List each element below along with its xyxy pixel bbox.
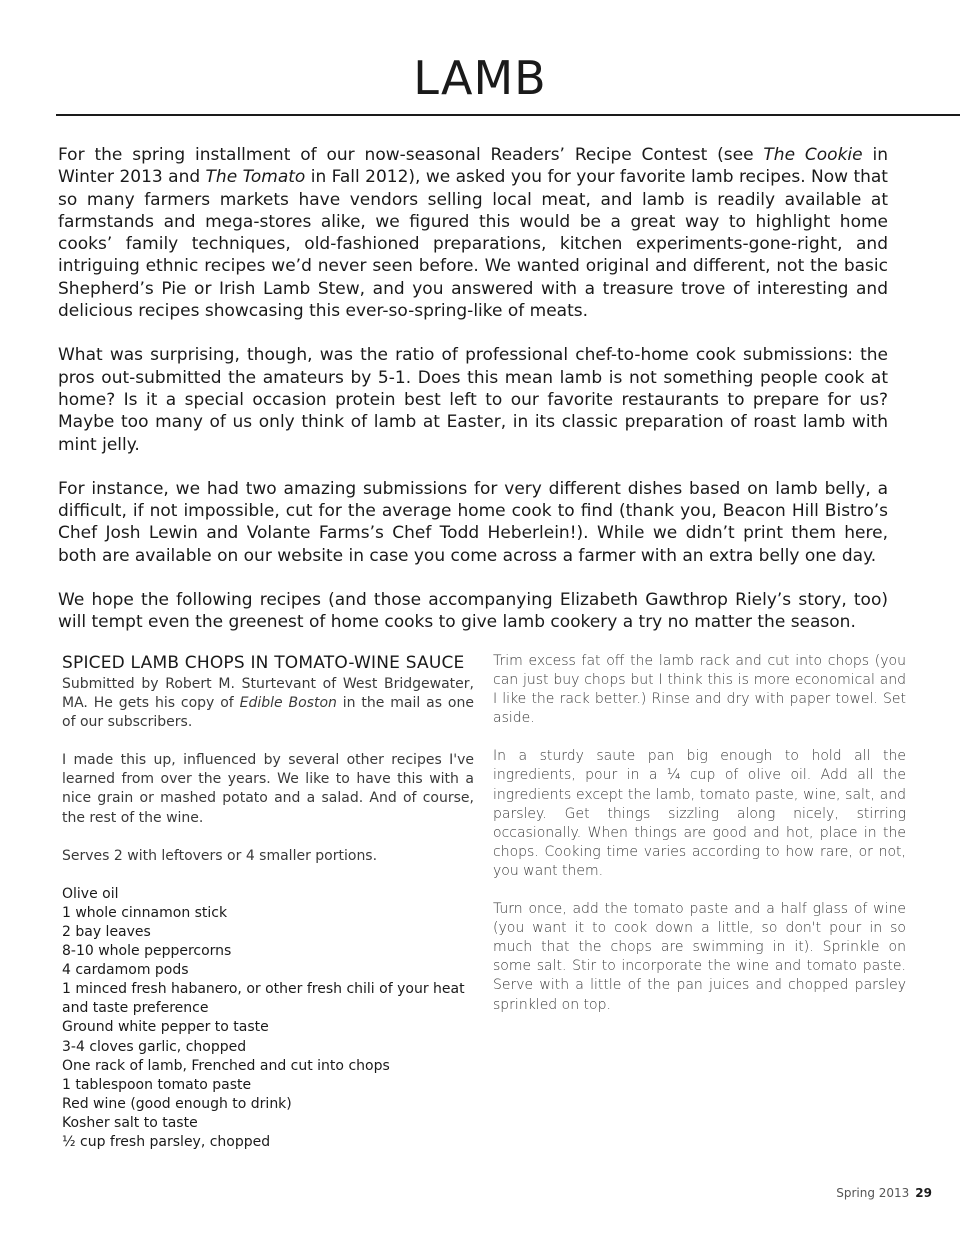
ingredient-item: 1 minced fresh habanero, or other fresh chili of your heat and taste preference	[62, 981, 465, 1017]
recipe-step: Turn once, add the tomato paste and a half glass of wine (you want it to cook down a little, so don't pour in so much that the chops are swimming in it). Sprinkle on some salt. Stir to incorporate the wine and tomato paste. Serve with a little of the pan juices and chopped parsley sprinkled on top.	[493, 901, 906, 1013]
recipe-step: Trim excess fat off the lamb rack and cut into chops (you can just buy chops but I think this is more economical and I like the rack better.) Rinse and dry with paper towel. Set aside.	[493, 653, 906, 727]
intro-section	[58, 144, 888, 656]
ingredient-item: ½ cup fresh parsley, chopped	[62, 1133, 271, 1150]
intro-paragraph: We hope the following recipes (and those accompanying Elizabeth Gawthrop Riely’s story, too) will tempt even the greenest of home cooks to give lamb cookery a try no matter the season.	[58, 590, 888, 633]
ingredient-item: 1 whole cinnamon stick	[62, 904, 228, 921]
publication-title: The Tomato	[205, 167, 306, 188]
intro-paragraph: For the spring installment of our now-seasonal Readers’ Recipe Contest (see The Cookie in Winter 2013 and The Tomato in Fall 2012), we asked you for your favorite lamb recipes. Now that so many farmers markets have vendors selling local meat, and lamb is readily available at farmstands and mega-stores alike, we figured this would be a great way to highlight home cooks’ family techniques, old-fashioned preparations, kitchen experiments-gone-right, and intriguing ethnic recipes we’d never seen before. We wanted original and different, not the basic Shepherd’s Pie or Irish Lamb Stew, and you answered with a treasure trove of interesting and delicious recipes showcasing this ever-so-spring-like of meats.	[58, 145, 888, 322]
ingredient-item: 8-10 whole peppercorns	[62, 943, 232, 960]
recipe-submitter: Submitted by Robert M. Sturtevant of West Bridgewater, MA. He gets his copy of Edible Boston in the mail as one of our subscribers.	[62, 676, 474, 731]
page-footer	[836, 1186, 932, 1200]
recipe-left-column	[62, 652, 474, 1152]
intro-paragraph: What was surprising, though, was the ratio of professional chef-to-home cook submissions: the pros out-submitted the amateurs by 5-1. Does this mean lamb is not something people cook at home? Is it a special occasion protein best left to our favorite restaurants to prepare for us? Maybe too many of us only think of lamb at Easter, in its classic preparation of roast lamb with mint jelly.	[58, 345, 888, 455]
ingredient-item: Olive oil	[62, 885, 119, 902]
magazine-name: Edible Boston	[239, 695, 337, 712]
ingredient-item: 4 cardamom pods	[62, 962, 189, 979]
intro-paragraph: For instance, we had two amazing submissions for very different dishes based on lamb belly, a difficult, if not impossible, cut for the average home cook to find (thank you, Beacon Hill Bistro’s Chef Josh Lewin and Volante Farms’s Chef Todd Heberlein!). While we didn’t print them here, both are available on our website in case you come across a farmer with an extra belly one day.	[58, 478, 888, 566]
recipe-step: In a sturdy saute pan big enough to hold all the ingredients, pour in a ¼ cup of olive oil. Add all the ingredients except the lamb, tomato paste, wine, salt, and parsley. Get things sizzling along nicely, stirring occasionally. When things are good and hot, place in the chops. Cooking time varies according to how rare, or not, you want them.	[493, 748, 906, 879]
ingredient-list	[62, 885, 474, 1152]
ingredient-item: Red wine (good enough to drink)	[62, 1095, 292, 1112]
ingredient-item: Kosher salt to taste	[62, 1114, 198, 1131]
ingredient-item: Ground white pepper to taste	[62, 1019, 269, 1036]
title-divider	[56, 114, 960, 116]
ingredient-item: One rack of lamb, Frenched and cut into chops	[62, 1057, 390, 1074]
recipe-note: I made this up, influenced by several other recipes I've learned from over the years. We like to have this with a nice grain or mashed potato and a salad. And of course, the rest of the wine.	[62, 752, 474, 826]
page-title: LAMB	[413, 51, 547, 105]
publication-title: The Cookie	[763, 145, 863, 165]
issue-label: Spring 2013	[836, 1186, 910, 1200]
ingredient-item: 2 bay leaves	[62, 923, 151, 940]
ingredient-item: 3-4 cloves garlic, chopped	[62, 1038, 247, 1055]
recipe-serves: Serves 2 with leftovers or 4 smaller portions.	[62, 847, 378, 864]
recipe-title: SPICED LAMB CHOPS IN TOMATO-WINE SAUCE	[62, 653, 465, 673]
recipe-right-column	[493, 652, 906, 1034]
ingredient-item: 1 tablespoon tomato paste	[62, 1076, 252, 1093]
page-number: 29	[915, 1186, 932, 1200]
